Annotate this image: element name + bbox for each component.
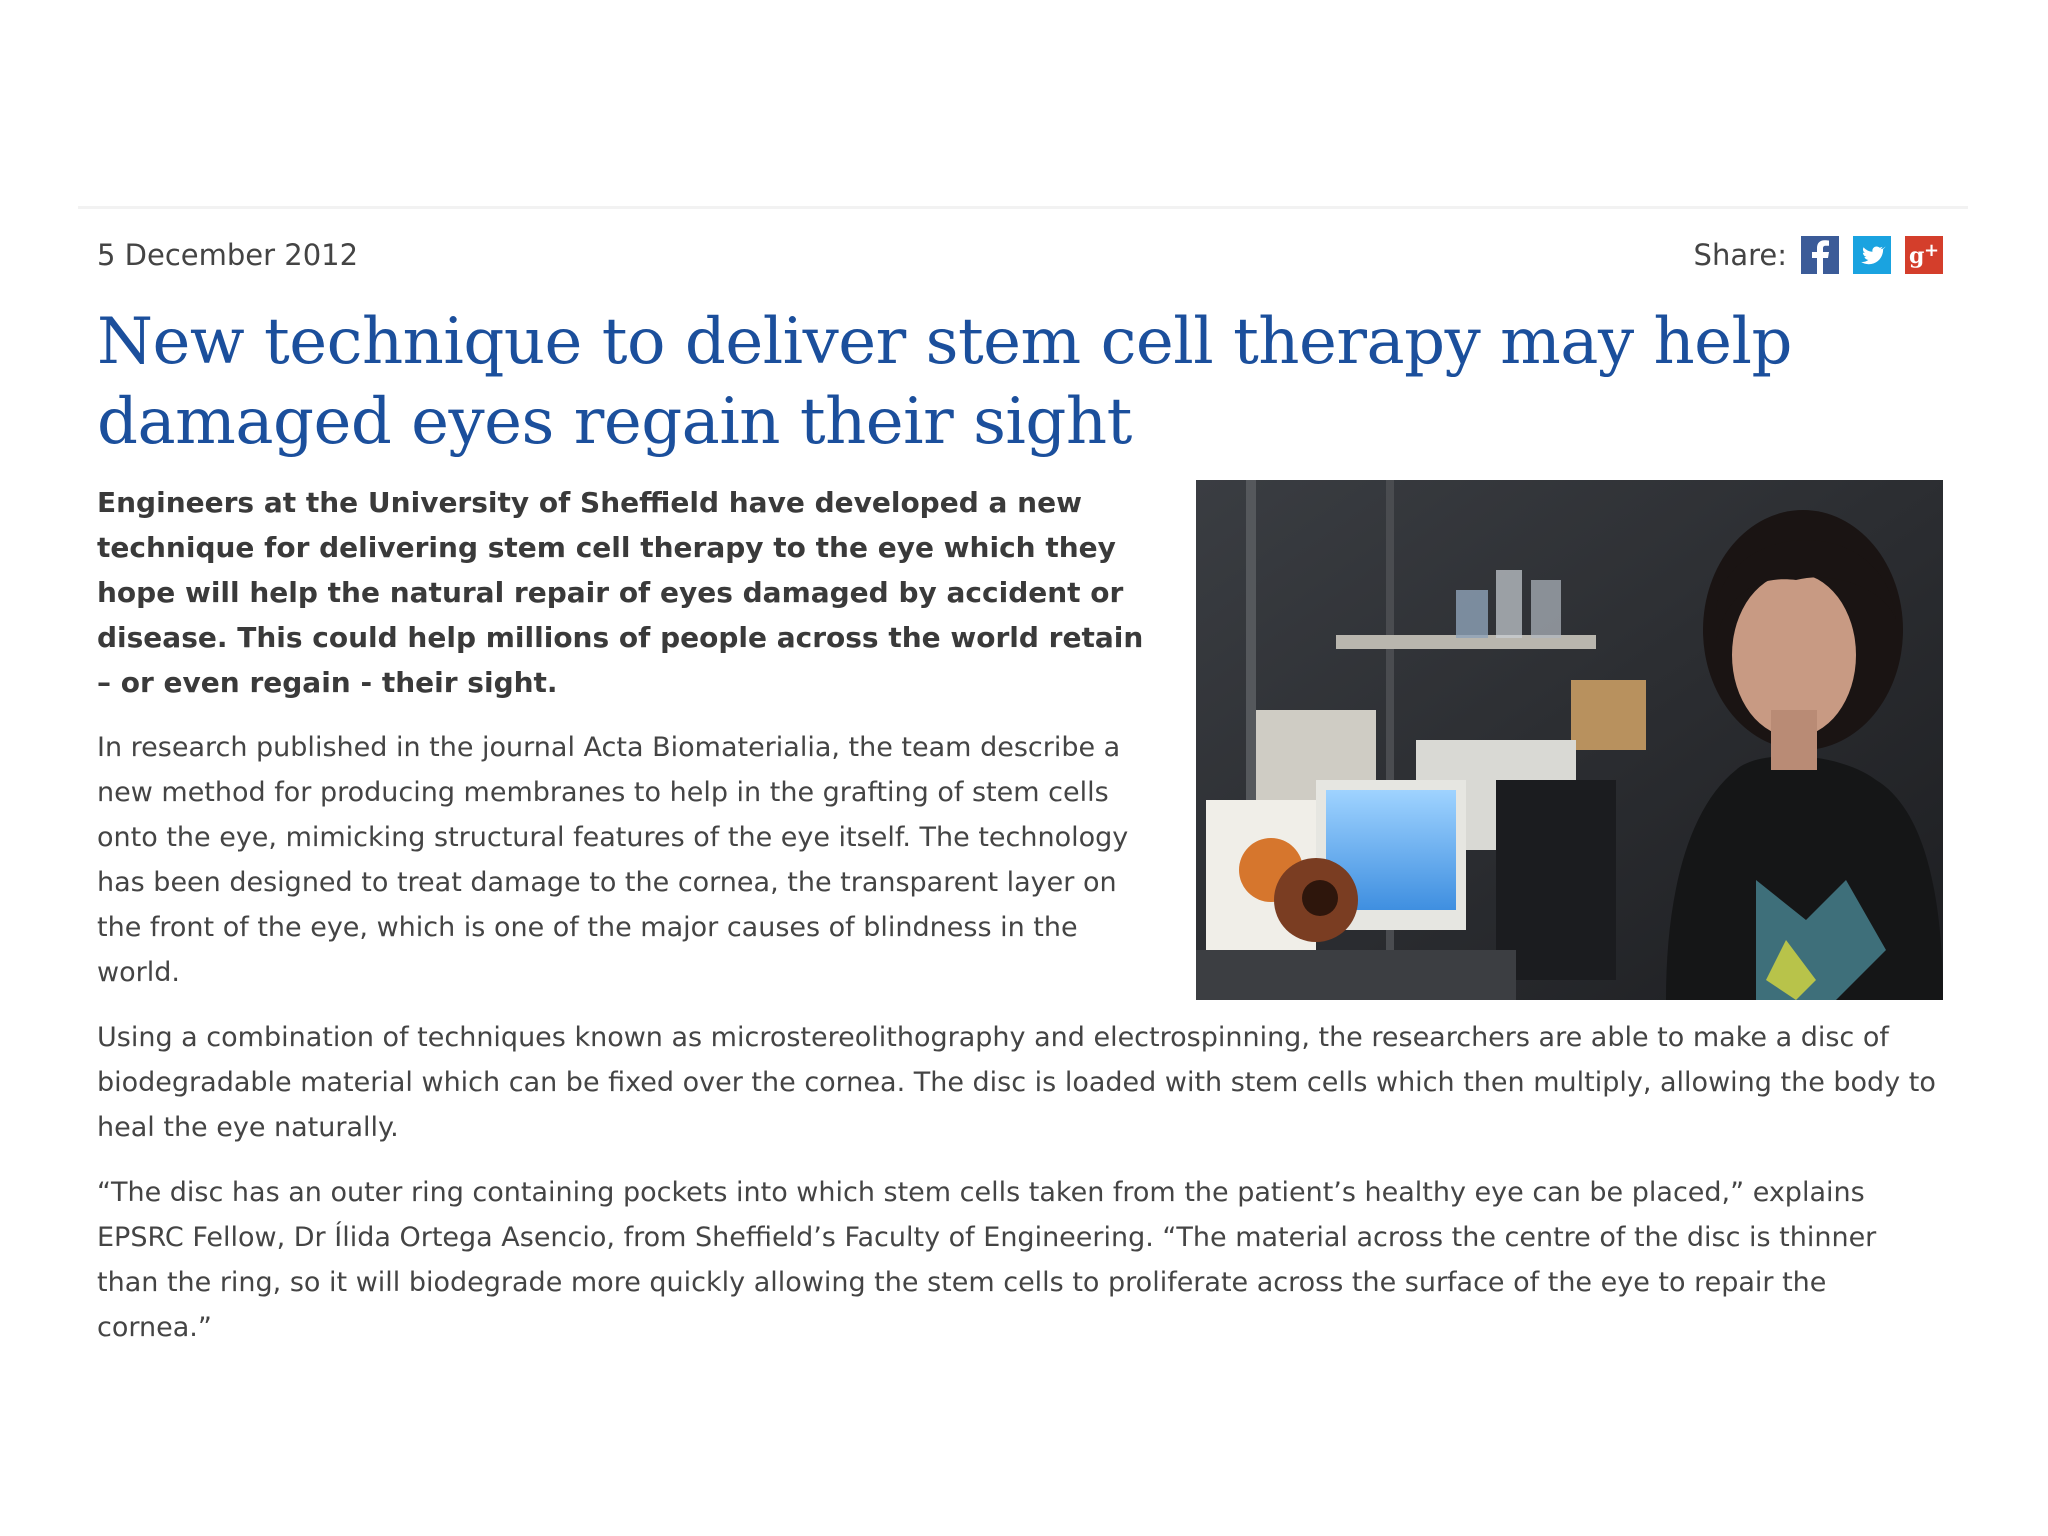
share-bar: [1694, 236, 1943, 274]
svg-text:g: g: [1909, 243, 1925, 269]
article-content: [97, 480, 1943, 1350]
article-paragraph: “The disc has an outer ring containing pockets into which stem cells taken from the patient’s healthy eye can be placed,” explains EPSRC Fellow, Dr Ílida Ortega Asencio, from Sheffield’s Faculty of Engineering. “The material across the centre of the disc is thinner than the ring, so it will biodegrade more quickly allowing the stem cells to proliferate across the surface of the eye to repair the cornea.”: [97, 1177, 1877, 1343]
facebook-icon[interactable]: [1801, 236, 1839, 274]
twitter-icon[interactable]: [1853, 236, 1891, 274]
article-paragraph: Using a combination of techniques known as microstereolithography and electrospinning, the researchers are able to make a disc of biodegradable material which can be fixed over the cornea. The disc is loaded with stem cells which then multiply, allowing the body to heal the eye naturally.: [97, 1022, 1936, 1143]
article-date: 5 December 2012: [97, 238, 359, 272]
top-divider: [78, 206, 1968, 209]
share-label: Share:: [1693, 238, 1787, 272]
google-plus-icon[interactable]: [1905, 236, 1943, 274]
article-meta-row: [97, 232, 1943, 280]
article-headline: New technique to deliver stem cell therapy may help damaged eyes regain their sight: [97, 305, 1792, 459]
article: [97, 232, 1943, 1350]
svg-text:+: +: [1924, 240, 1940, 261]
article-paragraph: In research published in the journal Acta Biomaterialia, the team describe a new method for producing membranes to help in the grafting of stem cells onto the eye, mimicking structural features of the eye itself. The technology has been designed to treat damage to the cornea, the transparent layer on the front of the eye, which is one of the major causes of blindness in the world.: [97, 732, 1129, 988]
article-lede: Engineers at the University of Sheffield have developed a new technique for delivering stem cell therapy to the eye which they hope will help the natural repair of eyes damaged by accident or disease. This could help millions of people across the world retain – or even regain - their sight.: [97, 486, 1144, 699]
article-photo: [1196, 480, 1943, 1000]
